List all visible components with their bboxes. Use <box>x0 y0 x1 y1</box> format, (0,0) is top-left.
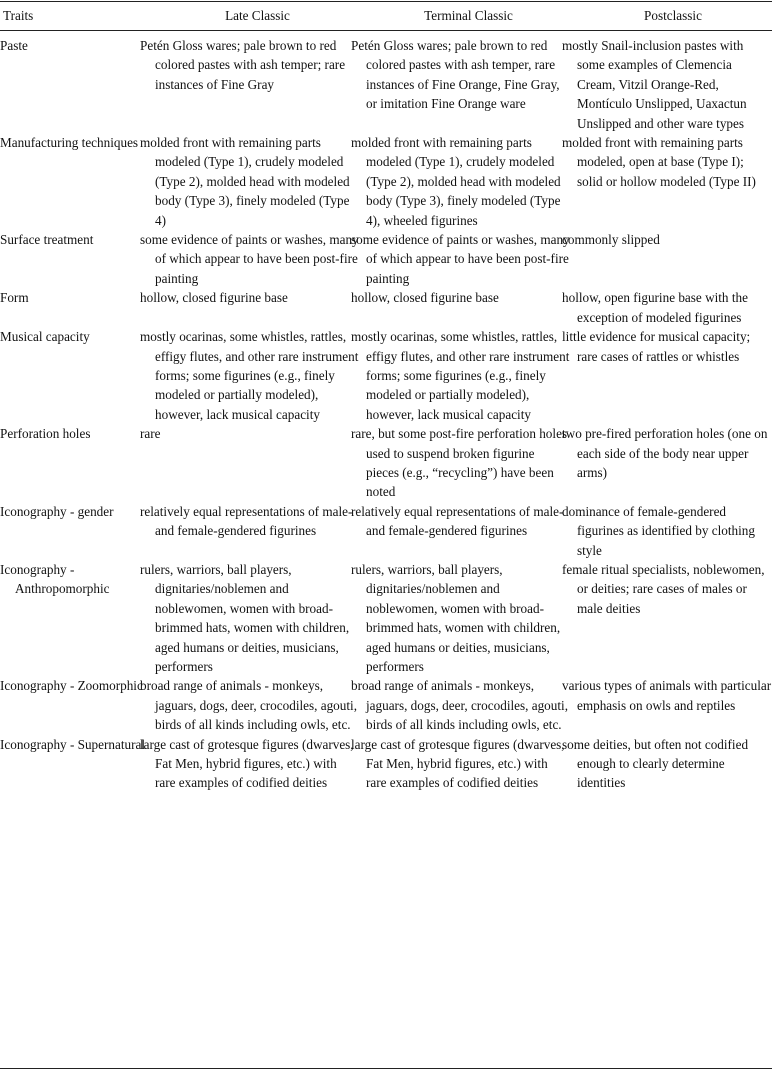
table-row <box>0 288 772 327</box>
postclassic-cell: various types of animals with particular emphasis on owls and reptiles <box>562 678 772 713</box>
terminal-classic-cell: mostly ocarinas, some whistles, rattles, effigy flutes, and other rare instrument forms; some figurines (e.g., finely modeled or partially modeled), however, lack musical capacity <box>351 329 570 422</box>
late-classic-cell: mostly ocarinas, some whistles, rattles, effigy flutes, and other rare instrument forms; some figurines (e.g., finely modeled or partially modeled), however, lack musical capacity <box>140 329 359 422</box>
terminal-classic-cell: broad range of animals - monkeys, jaguars, dogs, deer, crocodiles, agouti, birds of all kinds including owls, etc. <box>351 678 568 733</box>
bottom-rule <box>0 1068 772 1069</box>
table-row <box>0 502 772 560</box>
terminal-classic-cell: molded front with remaining parts modeled (Type 1), crudely modeled (Type 2), molded head with modeled body (Type 3), finely modeled (Type 4), wheeled figurines <box>351 135 561 228</box>
trait-cell: Form <box>0 290 29 306</box>
trait-cell: Surface treatment <box>0 232 94 248</box>
table-body <box>0 31 772 793</box>
terminal-classic-cell: rare, but some post-fire perforation holes used to suspend broken figurine pieces (e.g., “recycling”) have been noted <box>351 426 568 500</box>
header-terminal-classic: Terminal Classic <box>424 7 513 23</box>
header-row <box>0 0 772 31</box>
trait-cell: Iconography - Zoomorphic <box>0 678 143 694</box>
header-late-classic: Late Classic <box>225 7 290 23</box>
postclassic-cell: two pre-fired perforation holes (one on each side of the body near upper arms) <box>562 426 768 480</box>
late-classic-cell: relatively equal representations of male- and female-gendered figurines <box>140 503 353 539</box>
postclassic-cell: female ritual specialists, noblewomen, or deities; rare cases of males or male deities <box>562 561 765 616</box>
trait-cell: Iconography - Anthropomorphic <box>0 561 110 597</box>
late-classic-cell: some evidence of paints or washes, many of which appear to have been post-fire painting <box>140 232 359 286</box>
postclassic-cell: commonly slipped <box>562 232 660 248</box>
table-row <box>0 676 772 734</box>
postclassic-cell: little evidence for musical capacity; rare cases of rattles or whistles <box>562 329 751 364</box>
trait-cell: Manufacturing techniques <box>0 135 139 151</box>
table-row <box>0 133 772 230</box>
terminal-classic-cell: relatively equal representations of male- and female-gendered figurines <box>351 503 564 539</box>
header-postclassic: Postclassic <box>644 7 702 23</box>
late-classic-cell: rulers, warriors, ball players, dignitaries/noblemen and noblewomen, women with broad-brimmed hats, women with children, aged humans or deities, musicians, performers <box>140 561 350 674</box>
table-row <box>0 560 772 676</box>
late-classic-cell: large cast of grotesque figures (dwarves, Fat Men, hybrid figures, etc.) with rare examples of codified deities <box>140 736 354 791</box>
table-row <box>0 424 772 502</box>
terminal-classic-cell: some evidence of paints or washes, many of which appear to have been post-fire painting <box>351 232 570 286</box>
trait-cell: Iconography - gender <box>0 503 114 519</box>
late-classic-cell: rare <box>140 426 161 442</box>
terminal-classic-cell: Petén Gloss wares; pale brown to red colored pastes with ash temper, rare instances of Fine Orange, Fine Gray, or imitation Fine Orange ware <box>351 38 560 112</box>
trait-cell: Perforation holes <box>0 426 91 442</box>
postclassic-cell: molded front with remaining parts modeled, open at base (Type I); solid or hollow modeled (Type II) <box>562 135 756 189</box>
table-row <box>0 31 772 133</box>
postclassic-cell: hollow, open figurine base with the exception of modeled figurines <box>562 290 748 325</box>
late-classic-cell: molded front with remaining parts modeled (Type 1), crudely modeled (Type 2), molded head with modeled body (Type 3), finely modeled (Type 4) <box>140 135 350 228</box>
trait-cell: Musical capacity <box>0 329 90 345</box>
late-classic-cell: broad range of animals - monkeys, jaguars, dogs, deer, crocodiles, agouti, birds of all kinds including owls, etc. <box>140 678 357 733</box>
terminal-classic-cell: large cast of grotesque figures (dwarves, Fat Men, hybrid figures, etc.) with rare examples of codified deities <box>351 736 565 791</box>
trait-cell: Iconography - Supernatural <box>0 736 146 752</box>
postclassic-cell: some deities, but often not codified enough to clearly determine identities <box>562 736 749 791</box>
table-header <box>0 0 772 31</box>
late-classic-cell: hollow, closed figurine base <box>140 290 288 306</box>
late-classic-cell: Petén Gloss wares; pale brown to red colored pastes with ash temper; rare instances of Fine Gray <box>140 38 346 92</box>
table-row <box>0 735 772 793</box>
terminal-classic-cell: rulers, warriors, ball players, dignitaries/noblemen and noblewomen, women with broad-brimmed hats, women with children, aged humans or deities, musicians, performers <box>351 561 561 674</box>
terminal-classic-cell: hollow, closed figurine base <box>351 290 499 306</box>
postclassic-cell: dominance of female-gendered figurines as identified by clothing style <box>562 503 755 558</box>
header-traits: Traits <box>3 7 34 23</box>
trait-cell: Paste <box>0 38 28 53</box>
postclassic-cell: mostly Snail-inclusion pastes with some examples of Clemencia Cream, Vitzil Orange-Red, Montículo Unslipped, Uaxactun Unslipped and other ware types <box>562 38 747 131</box>
table-row <box>0 230 772 288</box>
table-row <box>0 327 772 424</box>
